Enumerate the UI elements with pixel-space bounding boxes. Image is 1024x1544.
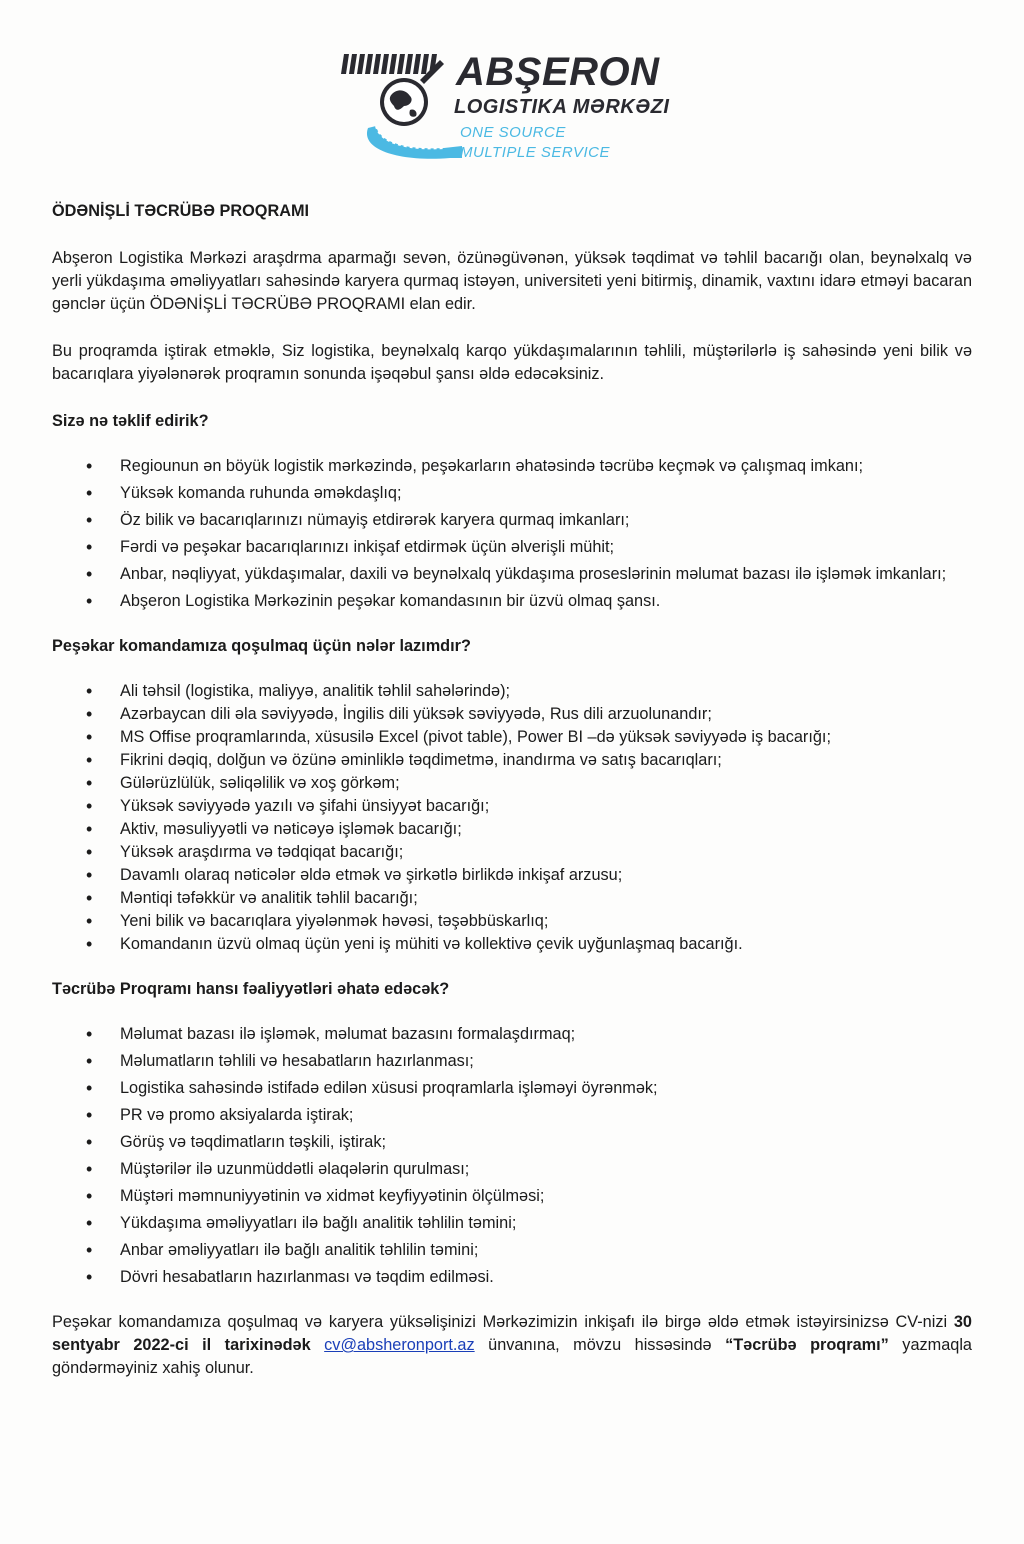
- list-item: • Aktiv, məsuliyyətli və nəticəyə işləmək bacarığı;: [52, 818, 972, 841]
- document-body: [52, 200, 972, 1404]
- intro-paragraph: Abşeron Logistika Mərkəzi araşdrma aparmağı sevən, özünəgüvənən, yüksək təqdimat və təhlil bacarığı olan, beynəlxalq və yerli yükdaşıma əməliyyatları sahəsində karyera qurmaq istəyən, universiteti yeni bitirmiş, dinamik, vaxtını idarə etməyi bacaran gənclər üçün ÖDƏNİŞLİ TƏCRÜBƏ PROQRAMI elan edir.: [52, 249, 972, 313]
- list-item: • Fikrini dəqiq, dolğun və özünə əminliklə təqdimetmə, inandırma və satış bacarıqları;: [52, 749, 972, 772]
- list-item: • Dövri hesabatların hazırlanması və təqdim edilməsi.: [52, 1266, 972, 1289]
- logo-brand-name: ABŞERON: [456, 50, 660, 94]
- list-item: • Məlumat bazası ilə işləmək, məlumat bazasını formalaşdırmaq;: [52, 1023, 972, 1046]
- company-logo: [340, 40, 700, 170]
- intro-paragraph-2: Bu proqramda iştirak etməklə, Siz logistika, beynəlxalq karqo yükdaşımalarının təhlili, müştərilərlə iş sahəsində yeni bilik və bacarıqlara yiyələnərək proqramın sonunda işəqəbul şansı əldə edəcəksiniz.: [52, 342, 972, 383]
- list-item: • Ali təhsil (logistika, maliyyə, analitik təhlil sahələrində);: [52, 680, 972, 703]
- footer-text-3: yazmaqla göndərməyiniz xahiş olunur.: [52, 1336, 972, 1377]
- deadline-date: 30 sentyabr 2022-ci il tarixinədək: [52, 1313, 972, 1354]
- list-item: • MS Offise proqramlarında, xüsusilə Excel (pivot table), Power BI –də yüksək səviyyədə iş bacarığı;: [52, 726, 972, 749]
- list-item: • Fərdi və peşəkar bacarıqlarınızı inkişaf etdirmək üçün əlverişli mühit;: [52, 536, 972, 559]
- list-item: • Müştəri məmnuniyyətinin və xidmət keyfiyyətinin ölçülməsi;: [52, 1185, 972, 1208]
- logo-slogan-line1: ONE SOURCE: [460, 124, 566, 141]
- list-item: • Komandanın üzvü olmaq üçün yeni iş mühiti və kollektivə çevik uyğunlaşmaq bacarığı.: [52, 933, 972, 956]
- list-item: • Görüş və təqdimatların təşkili, iştirak;: [52, 1131, 972, 1154]
- list-item: • Logistika sahəsində istifadə edilən xüsusi proqramlarla işləməyi öyrənmək;: [52, 1077, 972, 1100]
- offer-list: [52, 455, 972, 613]
- requirements-list: [52, 680, 972, 956]
- list-item: • Davamlı olaraq nəticələr əldə etmək və şirkətlə birlikdə inkişaf arzusu;: [52, 864, 972, 887]
- email-subject: “Təcrübə proqramı”: [725, 1336, 889, 1354]
- application-instructions: [52, 1311, 972, 1380]
- list-item: • Yüksək səviyyədə yazılı və şifahi ünsiyyət bacarığı;: [52, 795, 972, 818]
- activities-list: [52, 1023, 972, 1289]
- email-link[interactable]: cv@absheronport.az: [324, 1336, 475, 1354]
- list-item: • Müştərilər ilə uzunmüddətli əlaqələrin qurulması;: [52, 1158, 972, 1181]
- list-item: • Yeni bilik və bacarıqlara yiyələnmək həvəsi, təşəbbüskarlıq;: [52, 910, 972, 933]
- list-item: • PR və promo aksiyalarda iştirak;: [52, 1104, 972, 1127]
- list-item: • Regiounun ən böyük logistik mərkəzində, peşəkarların əhatəsində təcrübə keçmək və çalışmaq imkanı;: [52, 455, 972, 478]
- list-item: • Öz bilik və bacarıqlarınızı nümayiş etdirərək karyera qurmaq imkanları;: [52, 509, 972, 532]
- list-item: • Abşeron Logistika Mərkəzinin peşəkar komandasının bir üzvü olmaq şansı.: [52, 590, 972, 613]
- footer-text-2: ünvanına, mövzu hissəsində: [474, 1336, 726, 1354]
- document-title: ÖDƏNİŞLİ TƏCRÜBƏ PROQRAMI: [52, 202, 310, 220]
- logo-subtitle: LOGISTIKA MƏRKƏZI: [454, 96, 670, 118]
- logo-slogan-line2: MULTIPLE SERVICE: [460, 144, 610, 161]
- footer-text-1: Peşəkar komandamıza qoşulmaq və karyera yüksəlişinizi Mərkəzimizin inkişafı ilə birgə əldə etmək istəyirsinizsə CV-nizi: [52, 1313, 954, 1331]
- list-item: • Anbar, nəqliyyat, yükdaşımalar, daxili və beynəlxalq yükdaşıma proseslərinin məlumat bazası ilə işləmək imkanları;: [52, 563, 972, 586]
- section-heading-activities: Təcrübə Proqramı hansı fəaliyyətləri əhatə edəcək?: [52, 980, 450, 998]
- section-heading-requirements: Peşəkar komandamıza qoşulmaq üçün nələr lazımdır?: [52, 637, 471, 655]
- list-item: • Yüksək araşdırma və tədqiqat bacarığı;: [52, 841, 972, 864]
- list-item: • Yükdaşıma əməliyyatları ilə bağlı analitik təhlilin təmini;: [52, 1212, 972, 1235]
- list-item: • Məntiqi təfəkkür və analitik təhlil bacarığı;: [52, 887, 972, 910]
- list-item: • Yüksək komanda ruhunda əməkdaşlıq;: [52, 482, 972, 505]
- list-item: • Anbar əməliyyatları ilə bağlı analitik təhlilin təmini;: [52, 1239, 972, 1262]
- list-item: • Azərbaycan dili əla səviyyədə, İngilis dili yüksək səviyyədə, Rus dili arzuolunandır;: [52, 703, 972, 726]
- section-heading-offer: Sizə nə təklif edirik?: [52, 412, 209, 430]
- list-item: • Məlumatların təhlili və hesabatların hazırlanması;: [52, 1050, 972, 1073]
- list-item: • Gülərüzlülük, səliqəlilik və xoş görkəm;: [52, 772, 972, 795]
